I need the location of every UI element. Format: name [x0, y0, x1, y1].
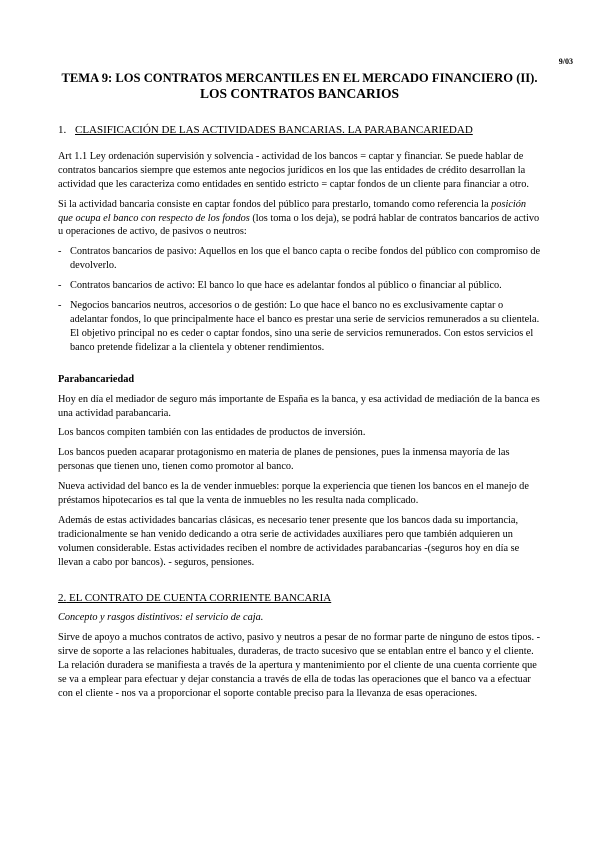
section-2-heading [58, 592, 542, 606]
list-item [58, 279, 542, 293]
section-2-title: EL CONTRATO DE CUENTA CORRIENTE BANCARIA [69, 591, 332, 604]
paragraph-2-italic: posición que ocupa el banco con respecto de los fondos [58, 198, 527, 224]
section-1-number: 1. [58, 124, 67, 136]
section-1-paragraph-2 [58, 198, 542, 240]
parabancariedad-paragraph: Los bancos pueden acaparar protagonismo en materia de planes de pensiones, pues la inmensa mayoría de las personas que tienen uno, tienen como promotor al banco. [58, 447, 510, 473]
list-item-text: Contratos bancarios de activo: El banco lo que hace es adelantar fondos al público o financiar al público. [70, 280, 502, 292]
document-title [40, 70, 559, 102]
list-item-text: Negocios bancarios neutros, accesorios o de gestión: Lo que hace el banco no es exclusivamente captar o adelantar fondos, lo que principalmente hace el banco es prestar una serie de servicios remunerados a su clientela. El objetivo principal no es ceder o captar fondos, sino una serie de servicios remunerados. Con estos servicios el banco pretende fidelizar a la clientela y obtener rendimientos. [70, 300, 540, 353]
section-1-paragraph-1: Art 1.1 Ley ordenación supervisión y solvencia - actividad de los bancos = captar y financiar. Se puede hablar de contratos bancarios siempre que estemos ante negocios jurídicos en los que las entidades de crédito desarrollan la actividad que les caracteriza como entidades en sentido estricto = captar fondos de un cliente para financiar a otro. [58, 150, 529, 190]
dash-bullet: - [58, 246, 62, 258]
dash-bullet: - [58, 280, 62, 292]
list-item-text: Contratos bancarios de pasivo: Aquellos en los que el banco capta o recibe fondos del público con compromiso de devolverlo. [70, 246, 541, 272]
list-item [58, 299, 542, 355]
parabancariedad-paragraph: Hoy en día el mediador de seguro más importante de España es la banca, y esa actividad de mediación de la banca es una actividad parabancaria. [58, 393, 540, 419]
section-2-paragraph: Sirve de apoyo a muchos contratos de activo, pasivo y neutros a pesar de no formar parte de ninguno de estos tipos. - sirve de soporte a las relaciones habituales, duraderas, de tracto sucesivo que se entablan entre el banco y el cliente. La relación duradera se manifiesta a través de la apertura y mantenimiento por el cliente de una cuenta corriente que se va a emplear para efectuar y dejar constancia a través de ella de todas las operaciones que el banco va a efectuar con el cliente - nos va a proporcionar el soporte contable preciso para la llevanza de esas operaciones. [58, 632, 541, 699]
paragraph-2-text-a: Si la actividad bancaria consiste en captar fondos del público para prestarlo, tomando como referencia la [58, 198, 492, 210]
dash-bullet: - [58, 300, 62, 312]
paragraph-2-text-b: (los toma o los deja), se podrá hablar de contratos bancarios de activo u operaciones de activo, de pasivos o neutros: [58, 212, 540, 238]
parabancariedad-paragraph: Nueva actividad del banco es la de vender inmuebles: porque la experiencia que tienen los bancos en el manejo de préstamos hipotecarios es tal que la venta de inmuebles no les resulta nada complicado. [58, 481, 529, 507]
parabancariedad-heading: Parabancariedad [58, 373, 135, 385]
title-line-1: TEMA 9: LOS CONTRATOS MERCANTILES EN EL MERCADO FINANCIERO (II). [61, 71, 538, 85]
contract-types-list [58, 245, 542, 354]
list-item [58, 245, 542, 273]
parabancariedad-paragraph: Los bancos compiten también con las entidades de productos de inversión. [58, 427, 366, 439]
section-1-title: CLASIFICACIÓN DE LAS ACTIVIDADES BANCARIAS. LA PARABANCARIEDAD [75, 124, 473, 136]
section-2-subheading: Concepto y rasgos distintivos: el servicio de caja. [58, 612, 264, 624]
section-2-number: 2. [58, 591, 67, 604]
page-number: 9/03 [558, 57, 573, 66]
document-body [58, 124, 542, 707]
section-1-heading [58, 124, 542, 138]
title-line-2: LOS CONTRATOS BANCARIOS [199, 86, 400, 101]
parabancariedad-paragraph: Además de estas actividades bancarias clásicas, es necesario tener presente que los bancos dada su importancia, tradicionalmente se han venido dedicando a otra serie de actividades auxiliares pero que también adquieren un volumen considerable. Estas actividades reciben el nombre de actividades parabancarias -(seguros hoy en día se llevan a cabo por bancos). - seguros, pensiones. [58, 514, 520, 568]
